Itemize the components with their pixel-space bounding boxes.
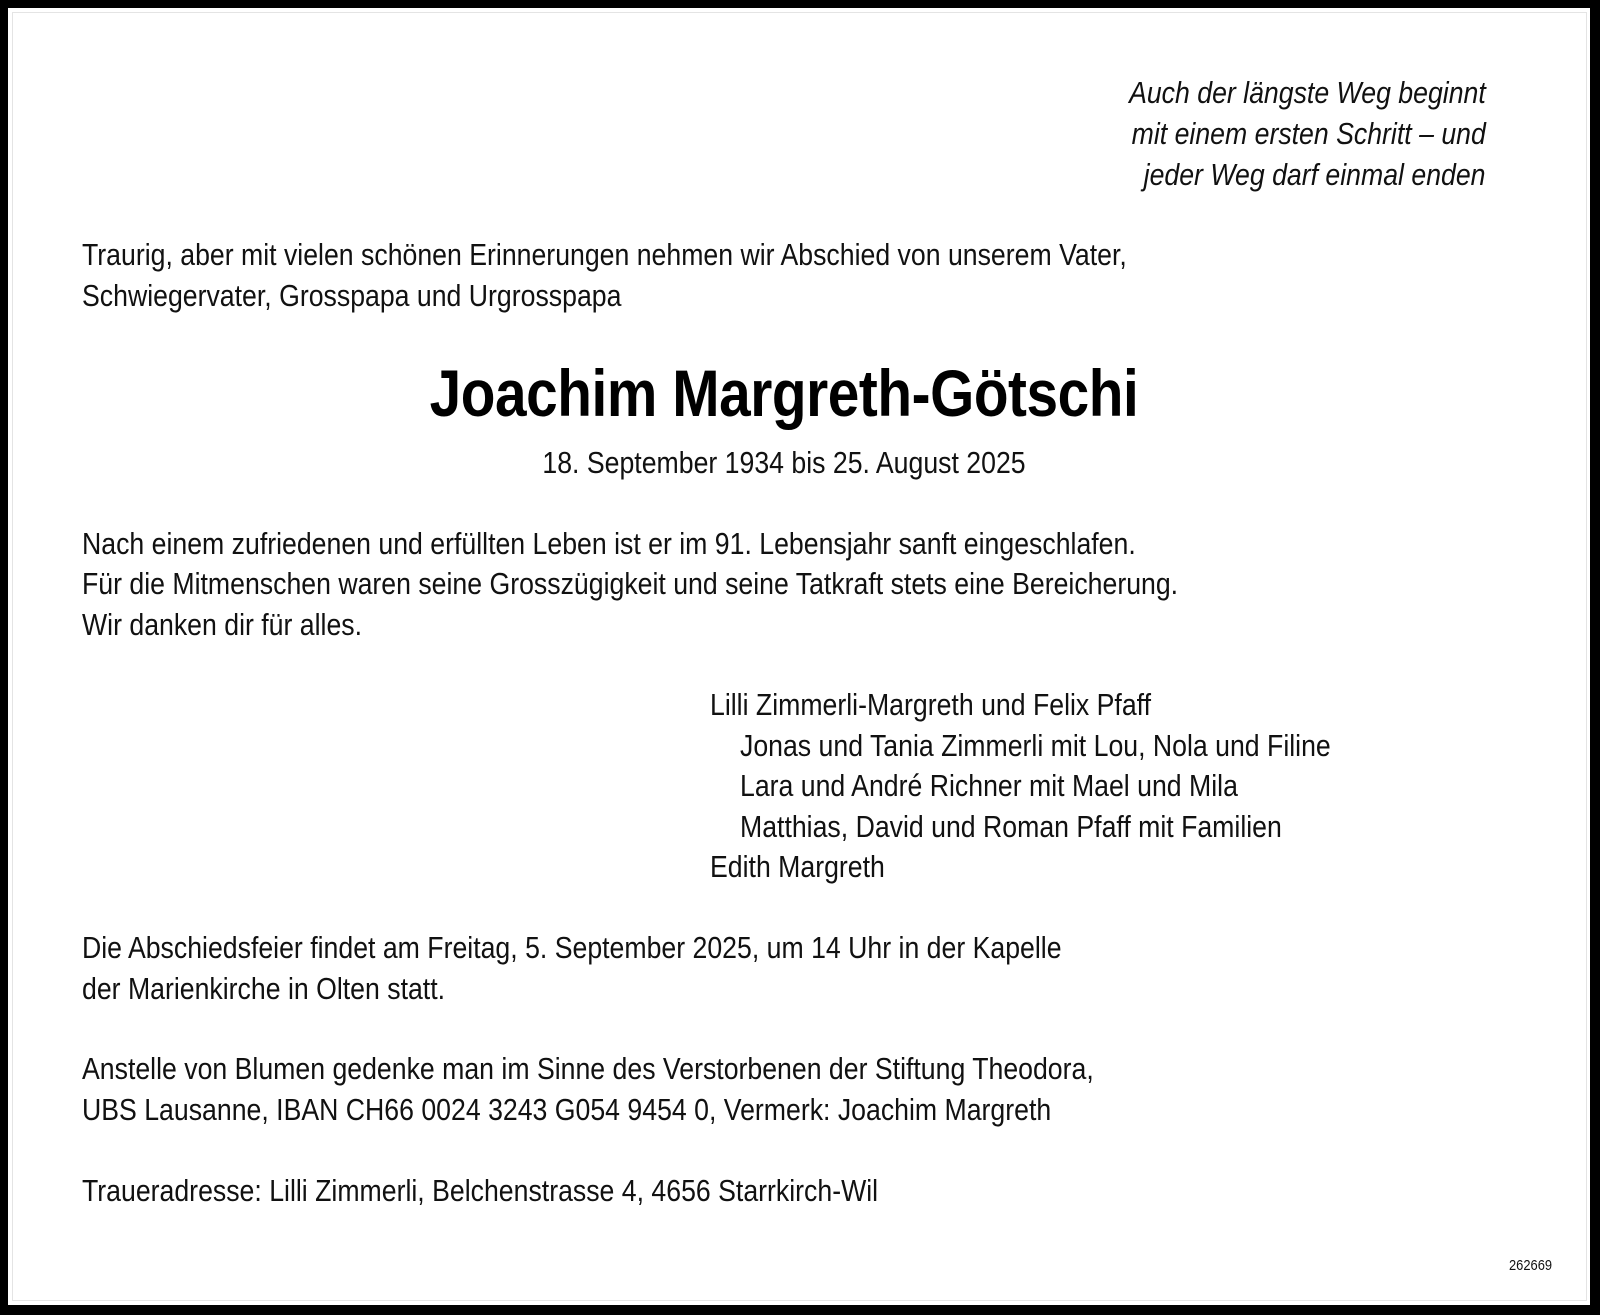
life-dates: 18. September 1934 bis 25. August 2025 <box>542 445 1026 480</box>
deceased-name: Joachim Margreth-Götschi <box>429 356 1139 430</box>
ceremony-line: Die Abschiedsfeier findet am Freitag, 5. September 2025, um 14 Uhr in der Kapelle <box>82 930 1062 965</box>
donation-line: Anstelle von Blumen gedenke man im Sinne des Verstorbenen der Stiftung Theodora, <box>82 1051 1094 1086</box>
mourner-line: Lara und André Richner mit Mael und Mila <box>740 768 1238 803</box>
ceremony-line: der Marienkirche in Olten statt. <box>82 971 446 1006</box>
tribute-line: Für die Mitmenschen waren seine Grosszügigkeit und seine Tatkraft stets eine Bereicherung. <box>82 566 1179 601</box>
mourner-line: Jonas und Tania Zimmerli mit Lou, Nola und Filine <box>740 728 1331 763</box>
intro-line: Schwiegervater, Grosspapa und Urgrosspapa <box>82 278 622 313</box>
intro-line: Traurig, aber mit vielen schönen Erinnerungen nehmen wir Abschied von unserem Vater, <box>82 237 1127 272</box>
donation-line: UBS Lausanne, IBAN CH66 0024 3243 G054 9454 0, Vermerk: Joachim Margreth <box>82 1092 1052 1127</box>
motto-line: Auch der längste Weg beginnt <box>1129 75 1486 110</box>
mourner-line: Lilli Zimmerli-Margreth und Felix Pfaff <box>710 687 1152 722</box>
motto-line: mit einem ersten Schritt – und <box>1131 116 1486 151</box>
mourner-line: Edith Margreth <box>710 849 885 884</box>
motto-line: jeder Weg darf einmal enden <box>1144 157 1486 192</box>
tribute-line: Wir danken dir für alles. <box>82 607 363 642</box>
reference-number: 262669 <box>1508 1257 1552 1274</box>
tribute-line: Nach einem zufriedenen und erfüllten Leben ist er im 91. Lebensjahr sanft eingeschlafen. <box>82 526 1136 561</box>
mourning-address: Traueradresse: Lilli Zimmerli, Belchenstrasse 4, 4656 Starrkirch-Wil <box>82 1173 879 1208</box>
mourner-line: Matthias, David und Roman Pfaff mit Familien <box>740 809 1282 844</box>
